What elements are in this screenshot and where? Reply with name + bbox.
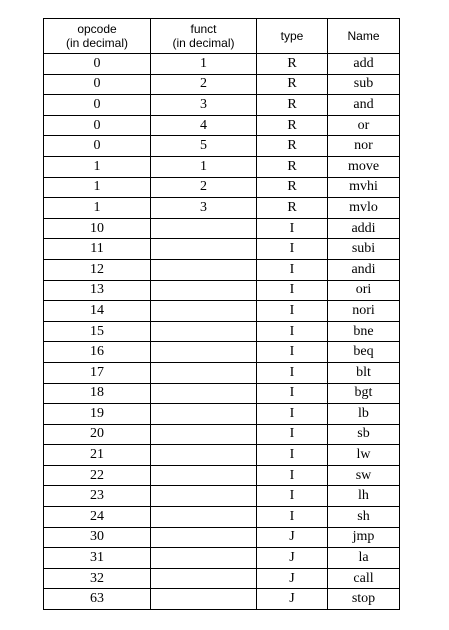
type-cell: J [257, 548, 328, 569]
table-row [44, 95, 400, 116]
instruction-table-container [43, 18, 400, 610]
type-cell: I [257, 342, 328, 363]
type-cell: I [257, 445, 328, 466]
funct-cell [151, 486, 257, 507]
table-row [44, 218, 400, 239]
funct-cell [151, 507, 257, 528]
opcode-cell: 13 [44, 280, 151, 301]
name-cell: sb [328, 424, 400, 445]
name-cell: jmp [328, 527, 400, 548]
name-cell: call [328, 568, 400, 589]
table-row [44, 424, 400, 445]
opcode-cell: 17 [44, 362, 151, 383]
funct-cell [151, 445, 257, 466]
funct-cell [151, 342, 257, 363]
table-row [44, 198, 400, 219]
name-cell: sw [328, 465, 400, 486]
table-row [44, 548, 400, 569]
type-cell: I [257, 465, 328, 486]
opcode-cell: 0 [44, 54, 151, 75]
opcode-cell: 1 [44, 177, 151, 198]
type-cell: I [257, 321, 328, 342]
opcode-cell: 0 [44, 136, 151, 157]
name-cell: nori [328, 301, 400, 322]
header-name: Name [328, 19, 400, 54]
opcode-cell: 63 [44, 589, 151, 610]
header-type: type [257, 19, 328, 54]
table-row [44, 301, 400, 322]
name-cell: lw [328, 445, 400, 466]
header-opcode-line1: opcode [77, 22, 117, 36]
opcode-cell: 14 [44, 301, 151, 322]
table-row [44, 280, 400, 301]
type-cell: R [257, 177, 328, 198]
header-row [44, 19, 400, 54]
type-cell: I [257, 362, 328, 383]
type-cell: J [257, 527, 328, 548]
funct-cell [151, 239, 257, 260]
table-row [44, 342, 400, 363]
table-row [44, 74, 400, 95]
type-cell: I [257, 507, 328, 528]
opcode-cell: 19 [44, 404, 151, 425]
name-cell: bgt [328, 383, 400, 404]
table-row [44, 589, 400, 610]
name-cell: stop [328, 589, 400, 610]
instruction-opcode-table [43, 18, 400, 610]
type-cell: I [257, 486, 328, 507]
opcode-cell: 15 [44, 321, 151, 342]
header-funct-line2: (in decimal) [172, 36, 235, 50]
funct-cell [151, 280, 257, 301]
type-cell: R [257, 74, 328, 95]
name-cell: beq [328, 342, 400, 363]
opcode-cell: 23 [44, 486, 151, 507]
opcode-cell: 0 [44, 74, 151, 95]
header-opcode [44, 19, 151, 54]
funct-cell: 3 [151, 198, 257, 219]
opcode-cell: 24 [44, 507, 151, 528]
name-cell: blt [328, 362, 400, 383]
name-cell: subi [328, 239, 400, 260]
name-cell: andi [328, 259, 400, 280]
name-cell: la [328, 548, 400, 569]
table-row [44, 115, 400, 136]
name-cell: and [328, 95, 400, 116]
funct-cell [151, 527, 257, 548]
name-cell: sh [328, 507, 400, 528]
header-funct-line1: funct [190, 22, 217, 36]
name-cell: mvhi [328, 177, 400, 198]
opcode-cell: 20 [44, 424, 151, 445]
type-cell: R [257, 95, 328, 116]
name-cell: addi [328, 218, 400, 239]
type-cell: R [257, 156, 328, 177]
opcode-cell: 31 [44, 548, 151, 569]
funct-cell [151, 465, 257, 486]
type-cell: J [257, 568, 328, 589]
opcode-cell: 16 [44, 342, 151, 363]
opcode-cell: 22 [44, 465, 151, 486]
funct-cell [151, 568, 257, 589]
type-cell: R [257, 115, 328, 136]
funct-cell [151, 362, 257, 383]
funct-cell: 4 [151, 115, 257, 136]
opcode-cell: 0 [44, 95, 151, 116]
funct-cell [151, 301, 257, 322]
type-cell: R [257, 198, 328, 219]
table-row [44, 321, 400, 342]
name-cell: bne [328, 321, 400, 342]
table-row [44, 527, 400, 548]
opcode-cell: 11 [44, 239, 151, 260]
table-row [44, 136, 400, 157]
type-cell: I [257, 383, 328, 404]
header-funct [151, 19, 257, 54]
type-cell: I [257, 218, 328, 239]
funct-cell [151, 424, 257, 445]
type-cell: I [257, 301, 328, 322]
table-row [44, 156, 400, 177]
table-row [44, 486, 400, 507]
table-header [44, 19, 400, 54]
opcode-cell: 18 [44, 383, 151, 404]
funct-cell [151, 404, 257, 425]
table-row [44, 259, 400, 280]
funct-cell [151, 259, 257, 280]
name-cell: add [328, 54, 400, 75]
header-opcode-line2: (in decimal) [65, 36, 128, 50]
table-row [44, 54, 400, 75]
type-cell: R [257, 136, 328, 157]
type-cell: I [257, 280, 328, 301]
funct-cell [151, 589, 257, 610]
funct-cell: 1 [151, 156, 257, 177]
table-row [44, 362, 400, 383]
table-row [44, 445, 400, 466]
name-cell: or [328, 115, 400, 136]
name-cell: nor [328, 136, 400, 157]
funct-cell [151, 383, 257, 404]
funct-cell [151, 548, 257, 569]
type-cell: I [257, 404, 328, 425]
name-cell: sub [328, 74, 400, 95]
funct-cell: 3 [151, 95, 257, 116]
table-row [44, 177, 400, 198]
type-cell: I [257, 239, 328, 260]
table-row [44, 404, 400, 425]
name-cell: lb [328, 404, 400, 425]
funct-cell [151, 321, 257, 342]
type-cell: R [257, 54, 328, 75]
opcode-cell: 1 [44, 156, 151, 177]
name-cell: ori [328, 280, 400, 301]
funct-cell: 2 [151, 177, 257, 198]
table-row [44, 465, 400, 486]
type-cell: I [257, 424, 328, 445]
type-cell: J [257, 589, 328, 610]
table-row [44, 507, 400, 528]
table-row [44, 568, 400, 589]
opcode-cell: 0 [44, 115, 151, 136]
name-cell: mvlo [328, 198, 400, 219]
funct-cell: 5 [151, 136, 257, 157]
table-body [44, 54, 400, 610]
name-cell: lh [328, 486, 400, 507]
opcode-cell: 30 [44, 527, 151, 548]
funct-cell: 2 [151, 74, 257, 95]
opcode-cell: 12 [44, 259, 151, 280]
name-cell: move [328, 156, 400, 177]
opcode-cell: 32 [44, 568, 151, 589]
opcode-cell: 10 [44, 218, 151, 239]
funct-cell [151, 218, 257, 239]
opcode-cell: 21 [44, 445, 151, 466]
table-row [44, 239, 400, 260]
table-row [44, 383, 400, 404]
opcode-cell: 1 [44, 198, 151, 219]
type-cell: I [257, 259, 328, 280]
funct-cell: 1 [151, 54, 257, 75]
